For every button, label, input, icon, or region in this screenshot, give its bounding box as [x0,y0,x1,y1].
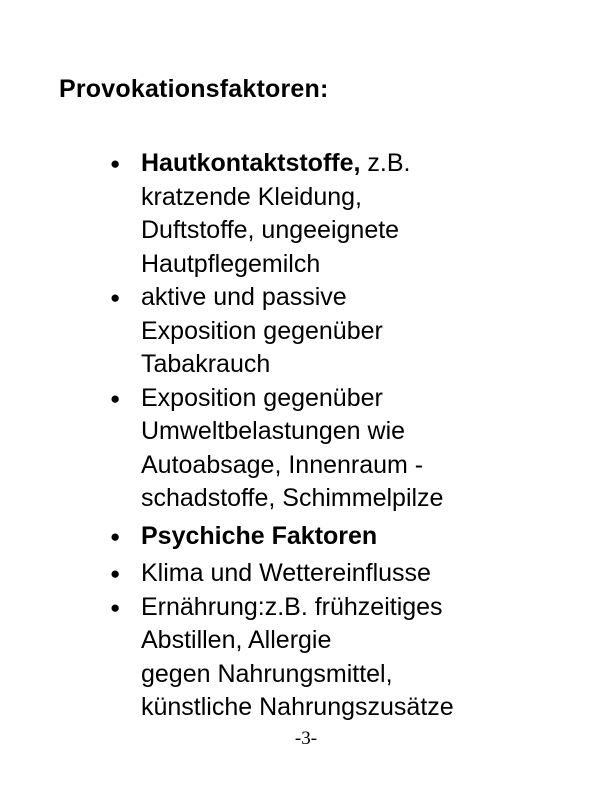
page-heading: Provokationsfaktoren: [59,75,329,103]
list-item-environmental-pollution [108,382,588,516]
item-first-line: aktive und passive [141,283,347,311]
item-line: Abstillen, Allergie [141,626,332,654]
item-text: z.B. [360,149,411,177]
bullet-icon: ● [110,288,121,307]
list-item-skin-contact [108,147,588,281]
item-first-line: Ernährung:z.B. frühzeitiges [141,592,443,621]
item-first-line: Exposition gegenüber [141,383,383,412]
item-line: kratzende Kleidung, [141,182,362,211]
item-line: Exposition gegenüber [141,316,383,345]
item-first-line [141,147,588,181]
item-line: gegen Nahrungsmittel, [141,659,393,688]
list-item-tobacco-smoke [108,281,588,382]
item-line: Hautpflegemilch [141,249,321,278]
list-item-psychological-factors [108,520,588,554]
bullet-icon: ● [110,597,121,617]
item-line: Duftstoffe, ungeeignete [141,216,400,244]
item-line: künstliche Nahrungszusätze [141,693,454,721]
bullet-icon: ● [110,564,121,583]
item-line: Autoabsage, Innenraum - [141,450,424,479]
bullet-icon: ● [110,388,121,408]
bullet-icon: ● [110,526,121,546]
item-bold-label: Hautkontaktstoffe, [141,149,361,177]
page-number: -3- [294,728,318,749]
list-item-nutrition [108,591,588,725]
item-bold-label: Psychiche Faktoren [141,521,378,550]
item-line: Umweltbelastungen wie [141,417,406,445]
bullet-icon: ● [110,154,121,173]
item-first-line: Klima und Wettereinflusse [141,559,431,587]
list-item-climate [108,557,588,591]
item-line: Tabakrauch [141,350,271,378]
provocation-factor-list [108,147,588,725]
item-line: schadstoffe, Schimmelpilze [141,484,444,512]
